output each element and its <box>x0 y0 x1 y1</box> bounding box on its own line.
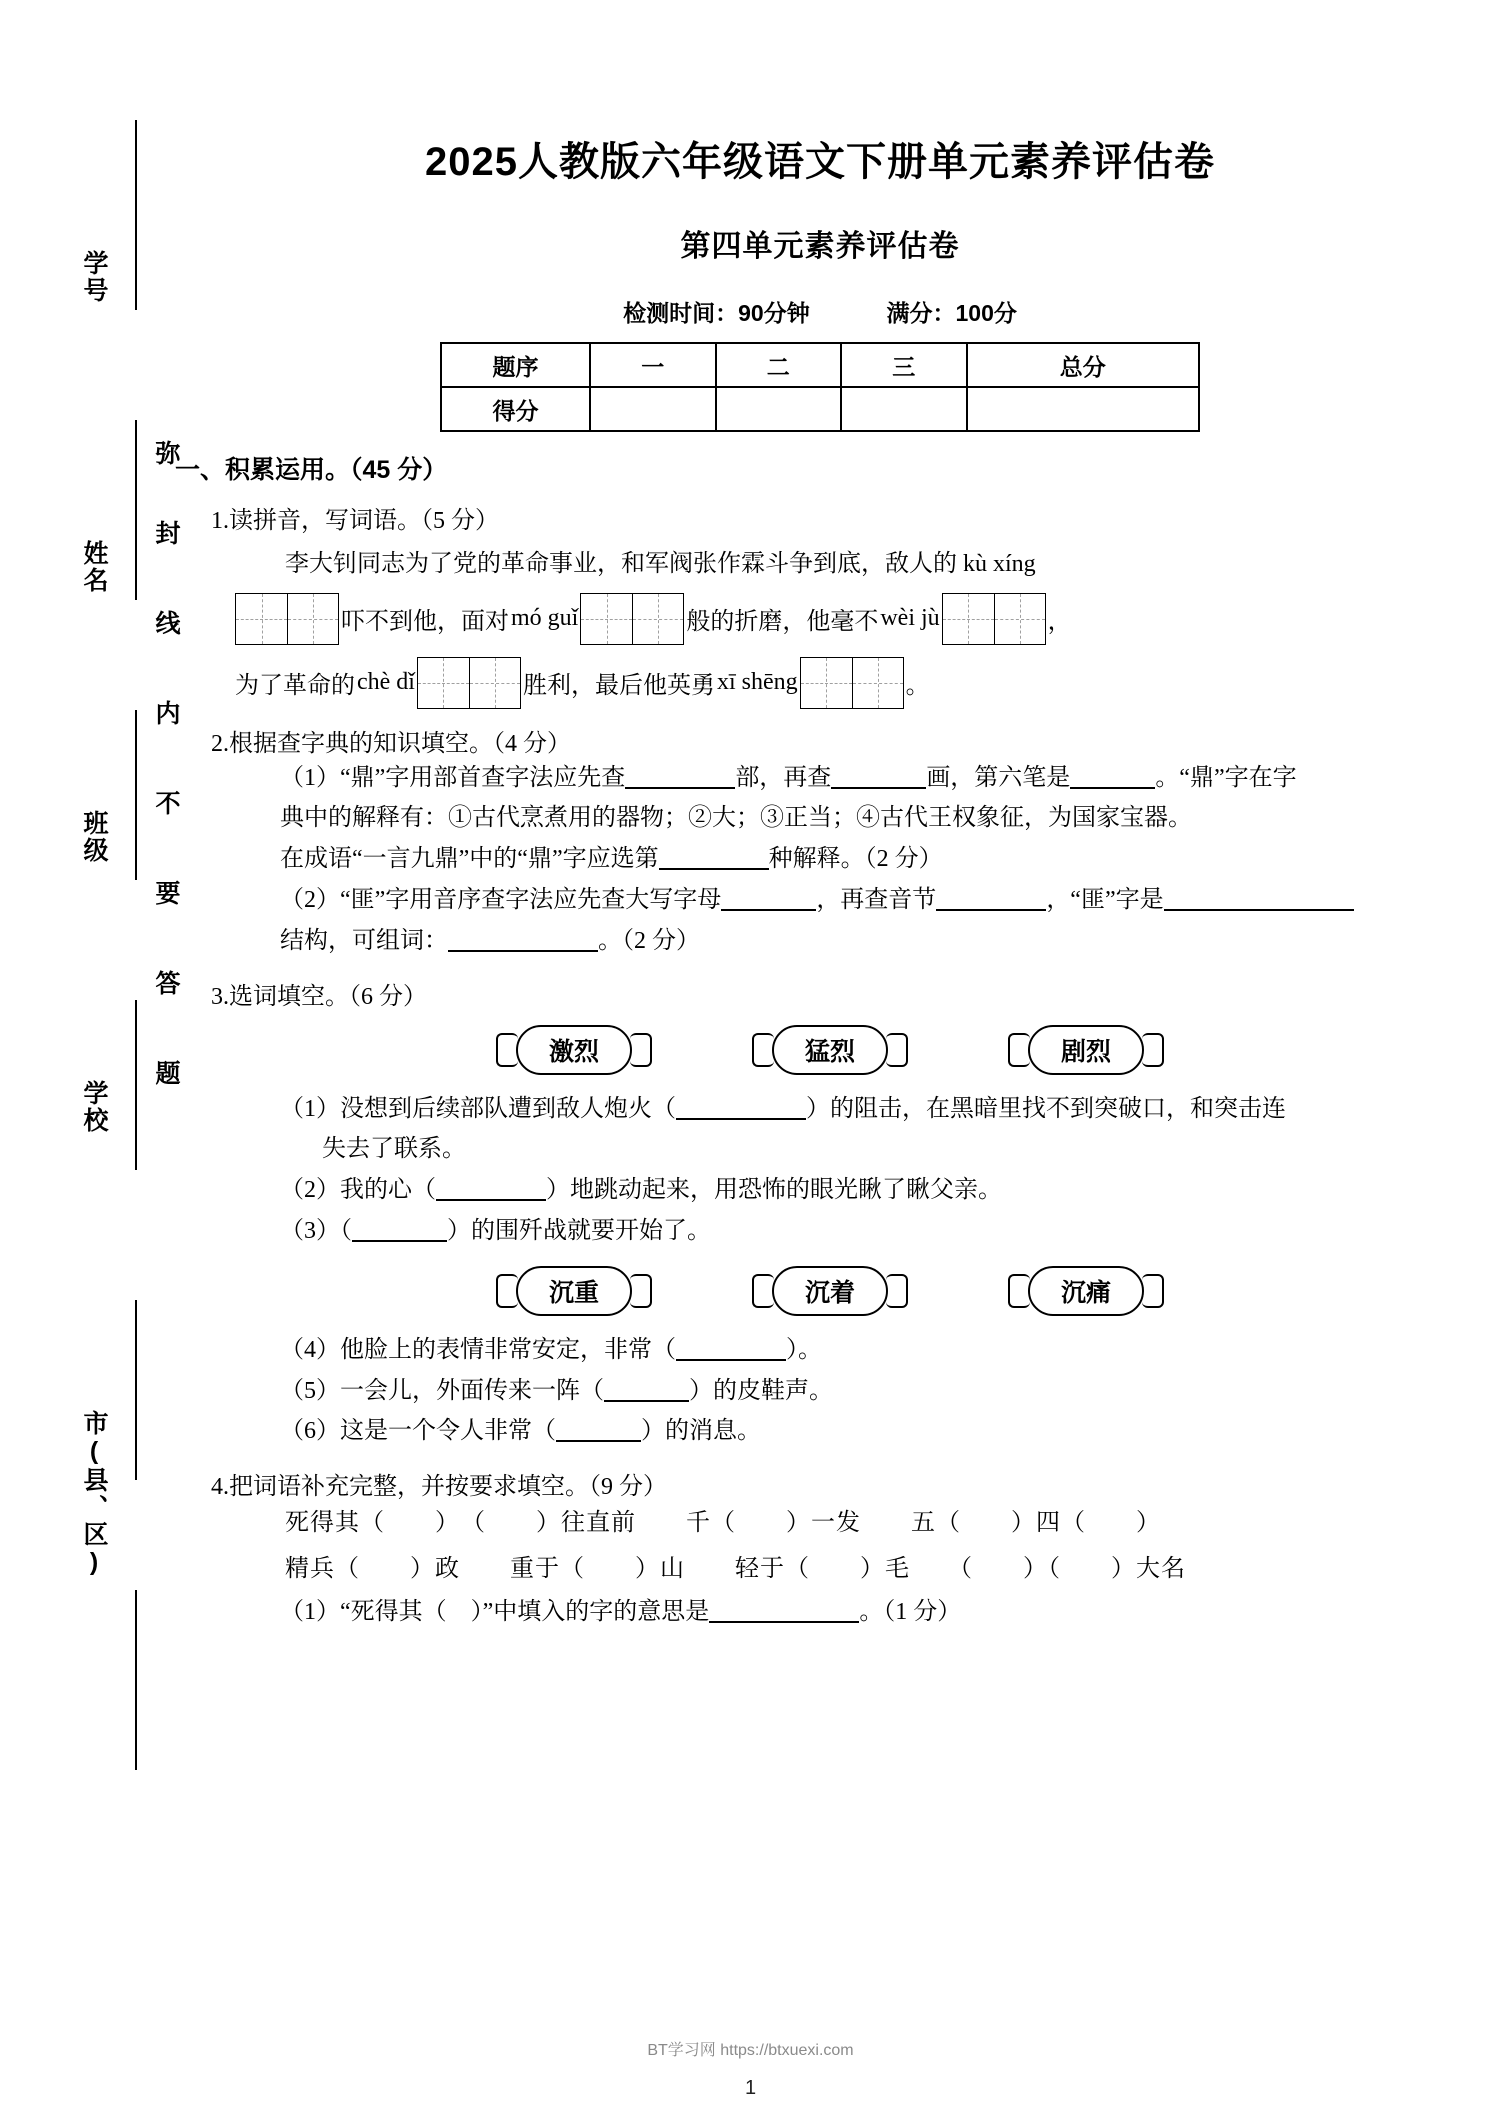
q3-blank-4[interactable] <box>676 1335 786 1361</box>
score-table-col-1: 二 <box>716 343 842 387</box>
q3-item-5 <box>280 1371 1465 1412</box>
word-option-menglie[interactable]: 猛烈 <box>772 1025 888 1075</box>
q1-grid-e[interactable] <box>800 657 904 709</box>
q3-item1-a: （1）没想到后续部队遭到敌人炮火（ <box>280 1095 676 1122</box>
q3-blank-3[interactable] <box>352 1216 447 1242</box>
q1-grid-d[interactable] <box>417 657 521 709</box>
q2-line4-a: （2）“匪”字用音序查字法应先查大写字母 <box>280 886 722 913</box>
score-table-row-label-1: 得分 <box>441 387 590 431</box>
q2-line-5 <box>280 921 1465 962</box>
q1-text-e: 为了革命的 <box>235 673 355 700</box>
seal-label-xuexiao: 学校 <box>80 1080 108 1134</box>
q1-grid-b[interactable] <box>580 593 684 645</box>
q1-text-c: 般的折磨，他毫不 <box>686 609 879 636</box>
q2-line-3 <box>280 839 1465 880</box>
word-bank-2 <box>195 1266 1465 1316</box>
q3-item3-a: （3）（ <box>280 1217 352 1244</box>
q3-item2-b: ）地跳动起来，用恐怖的眼光瞅了瞅父亲。 <box>546 1177 1002 1204</box>
q2-line3-a: 在成语“一言九鼎”中的“鼎”字应选第 <box>280 846 659 873</box>
page-number: 1 <box>744 2077 757 2099</box>
q4-row-2[interactable]: 精兵（ ）政 重于（ ）山 轻于（ ）毛 （ ）（ ）大名 <box>285 1555 1186 1582</box>
q1-pinyin-c: wèi jù <box>880 605 940 632</box>
seal-word-da: 答 <box>152 970 180 997</box>
seal-word-ti: 题 <box>152 1060 180 1087</box>
q1-pinyin-b: mó guǐ <box>511 605 579 632</box>
q1-text-b: 吓不到他，面对 <box>341 609 509 636</box>
seal-strip <box>40 120 180 2020</box>
score-table-row-label-0: 题序 <box>441 343 590 387</box>
seal-word-nei: 内 <box>152 700 180 727</box>
q3-item6-a: （6）这是一个令人非常（ <box>280 1418 556 1445</box>
score-table-col-2: 三 <box>841 343 967 387</box>
q3-item5-b: ）的皮鞋声。 <box>689 1377 833 1404</box>
q2-blank-hua[interactable] <box>831 763 926 789</box>
q1-pinyin-a: kù xíng <box>963 551 1036 577</box>
exam-time-label: 检测时间：90分钟 <box>623 300 810 326</box>
exam-paper <box>175 0 1465 2122</box>
q1-text-f: 胜利，最后他英勇 <box>522 673 715 700</box>
q3-item4-b: ）。 <box>786 1336 822 1363</box>
q1-pinyin-e: xī shēng <box>716 669 798 696</box>
q2-blank-zimu[interactable] <box>721 885 816 911</box>
q4-blank-1[interactable] <box>709 1597 859 1623</box>
question-4-title: 4.把词语补充完整，并按要求填空。（9 分） <box>211 1474 667 1501</box>
q3-blank-2[interactable] <box>436 1175 546 1201</box>
q2-line-1 <box>280 758 1465 799</box>
word-option-chenzhong[interactable]: 沉重 <box>516 1266 632 1316</box>
q2-line5-a: 结构，可组词： <box>280 927 448 954</box>
section-heading-1: 一、积累运用。（45 分） <box>175 456 448 484</box>
seal-label-banji: 班级 <box>80 810 108 864</box>
seal-label-xuehao: 学号 <box>80 250 108 304</box>
word-bank-1 <box>195 1025 1465 1075</box>
seal-word-xian: 线 <box>152 610 180 637</box>
question-1-title: 1.读拼音，写词语。（5 分） <box>211 508 499 534</box>
q3-item1-b: ）的阻击，在黑暗里找不到突破口，和突击连 <box>806 1095 1286 1122</box>
word-option-chentong[interactable]: 沉痛 <box>1028 1266 1144 1316</box>
q2-line1-d: 。“鼎”字在字 <box>1155 764 1297 791</box>
q2-line1-b: 部，再查 <box>735 764 832 791</box>
q3-item-4 <box>280 1330 1465 1371</box>
page-subtitle: 第四单元素养评估卷 <box>680 230 960 263</box>
q2-line-4 <box>280 880 1465 921</box>
score-table <box>440 342 1200 432</box>
q3-item-6 <box>280 1411 1465 1452</box>
q2-line4-c: ，“匪”字是 <box>1046 886 1164 913</box>
q1-grid-c[interactable] <box>942 593 1046 645</box>
q1-grid-a[interactable] <box>235 593 339 645</box>
q3-item-1 <box>280 1089 1465 1171</box>
q2-line5-b: 。（2 分） <box>598 927 700 954</box>
q4-sub-1 <box>280 1592 1465 1633</box>
q2-blank-yinjie[interactable] <box>936 885 1046 911</box>
q3-item5-a: （5）一会儿，外面传来一阵（ <box>280 1377 604 1404</box>
seal-label-shixian: 市(县、区) <box>80 1410 108 1578</box>
q3-item3-b: ）的围歼战就要开始了。 <box>447 1217 711 1244</box>
q2-line1-c: 画，第六笔是 <box>926 764 1071 791</box>
q2-blank-bushou[interactable] <box>625 763 735 789</box>
seal-word-bu: 不 <box>152 790 180 817</box>
score-table-col-3: 总分 <box>967 343 1199 387</box>
seal-word-mi: 弥 <box>152 440 180 467</box>
q3-item-2 <box>280 1170 1465 1211</box>
q3-item6-b: ）的消息。 <box>641 1418 761 1445</box>
exam-meta <box>175 295 1465 328</box>
q1-text-a: 李大钊同志为了党的革命事业，和军阀张作霖斗争到底，敌人的 <box>285 551 957 577</box>
question-2-title: 2.根据查字典的知识填空。（4 分） <box>211 730 571 757</box>
seal-word-yao: 要 <box>152 880 180 907</box>
q3-blank-1[interactable] <box>676 1094 806 1120</box>
q2-line-2: 典中的解释有：①古代烹煮用的器物；②大；③正当；④古代王权象征，为国家宝器。 <box>280 805 1192 832</box>
q1-text-g: 。 <box>905 673 930 700</box>
q3-item2-a: （2）我的心（ <box>280 1177 436 1204</box>
q2-line1-a: （1）“鼎”字用部首查字法应先查 <box>280 764 626 791</box>
watermark: BT学习网 https://btxuexi.com <box>647 2042 854 2059</box>
q2-line4-b: ，再查音节 <box>816 886 937 913</box>
score-cell-total[interactable] <box>967 387 1199 431</box>
question-3-title: 3.选词填空。（6 分） <box>211 983 427 1010</box>
seal-word-feng: 封 <box>152 520 180 547</box>
q1-text-d: ， <box>1047 609 1072 636</box>
word-option-jilie[interactable]: 激烈 <box>516 1025 632 1075</box>
q3-item4-a: （4）他脸上的表情非常安定，非常（ <box>280 1336 676 1363</box>
q2-blank-dibiliu[interactable] <box>1070 763 1155 789</box>
score-cell-3[interactable] <box>841 387 967 431</box>
word-option-julie[interactable]: 剧烈 <box>1028 1025 1144 1075</box>
score-cell-2[interactable] <box>716 387 842 431</box>
q3-item-3 <box>280 1211 1465 1252</box>
q2-blank-zuci[interactable] <box>448 926 598 952</box>
q4-sub1-b: 。（1 分） <box>859 1599 962 1626</box>
q4-row-1[interactable]: 死得其（ ） （ ）往直前 千（ ）一发 五（ ）四（ ） <box>285 1510 1161 1537</box>
q2-blank-jiegou[interactable] <box>1164 885 1354 911</box>
q1-pinyin-d: chè dǐ <box>357 669 415 696</box>
q3-blank-5[interactable] <box>604 1376 689 1402</box>
q2-blank-jieshi[interactable] <box>659 844 769 870</box>
q4-sub1-a: （1）“死得其（ ）”中填入的字的意思是 <box>280 1599 710 1626</box>
table-row <box>441 343 1199 387</box>
table-row <box>441 387 1199 431</box>
score-table-col-0: 一 <box>590 343 716 387</box>
word-option-chenzhuo[interactable]: 沉着 <box>772 1266 888 1316</box>
seal-label-xingming: 姓名 <box>80 540 108 594</box>
q3-blank-6[interactable] <box>556 1416 641 1442</box>
exam-total-label: 满分：100分 <box>886 300 1017 326</box>
q2-line3-b: 种解释。（2 分） <box>768 846 943 873</box>
page-title: 2025人教版六年级语文下册单元素养评估卷 <box>425 140 1215 184</box>
score-cell-1[interactable] <box>590 387 716 431</box>
q3-item1-c: 失去了联系。 <box>322 1136 466 1163</box>
